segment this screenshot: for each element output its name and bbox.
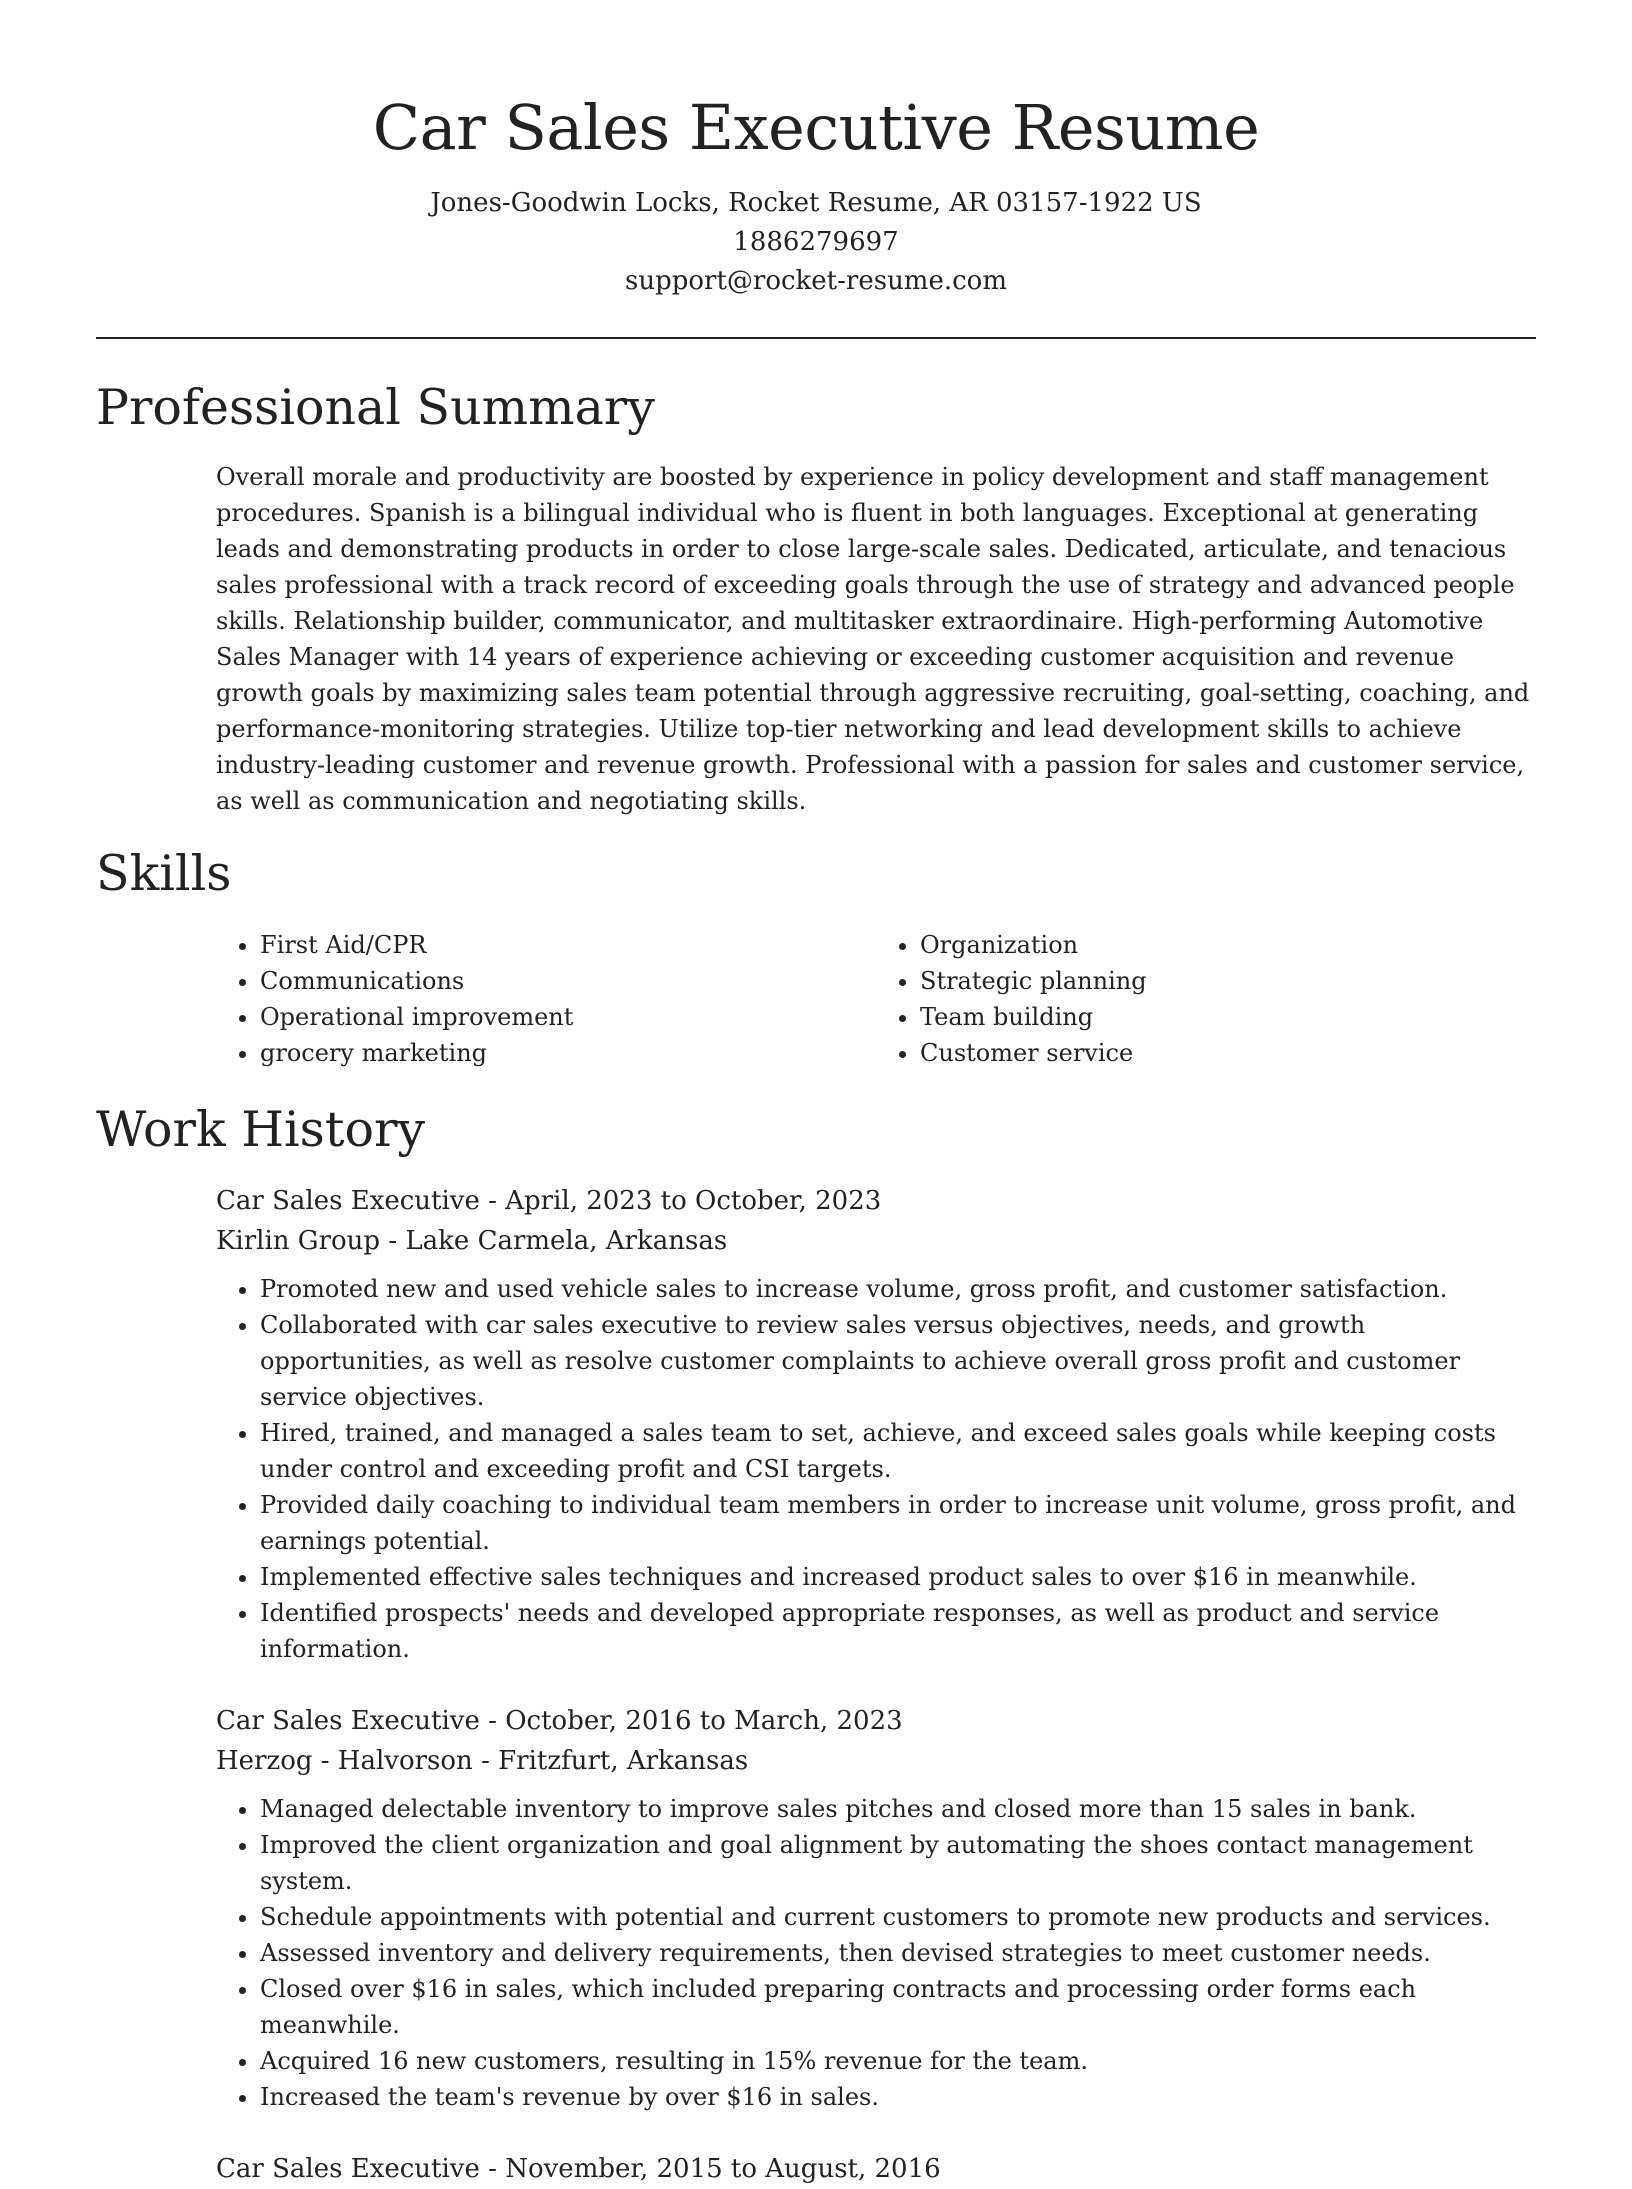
summary-text: Overall morale and productivity are boosted by experience in policy development and staff management procedures. Spanish is a bilingual individual who is fluent in both languages. Exceptional at generating leads and demonstrating products in order to close large-scale sales. Dedicated, articulate, and tenacious sales professional with a track record of exceeding goals through the use of strategy and advanced people skills. Relationship builder, communicator, and multitasker extraordinaire. High-performing Automotive Sales Manager with 14 years of experience achieving or exceeding customer acquisition and revenue growth goals by maximizing sales team potential through aggressive recruiting, goal-setting, coaching, and performance-monitoring strategies. Utilize top-tier networking and lead development skills to achieve industry-leading customer and revenue growth. Professional with a passion for sales and customer service, as well as communication and negotiating skills. <box>216 463 1530 815</box>
job-bullet: • Promoted new and used vehicle sales to increase volume, gross profit, and customer satisfaction. <box>260 1271 1536 1307</box>
job-company-line: Kirlin Group - Lake Carmela, Arkansas <box>216 1226 728 1256</box>
job-bullet: • Identified prospects' needs and developed appropriate responses, as well as product and service information. <box>260 1595 1536 1667</box>
skill-item: • First Aid/CPR <box>260 927 876 963</box>
work-history-section <box>216 1181 1536 2189</box>
job-bullet: • Closed over $16 in sales, which included preparing contracts and processing order forms each meanwhile. <box>260 1971 1536 2043</box>
job-bullet: • Increased the team's revenue by over $16 in sales. <box>260 2079 1536 2115</box>
job-dates: April, 2023 to October, 2023 <box>505 1186 882 1216</box>
skills-list <box>216 927 1536 1071</box>
contact-phone: 1886279697 <box>733 227 899 257</box>
job-bullet: • Collaborated with car sales executive to review sales versus objectives, needs, and growth opportunities, as well as resolve customer complaints to achieve overall gross profit and customer service objectives. <box>260 1307 1536 1415</box>
job-entry <box>216 2149 1536 2189</box>
job-bullet: • Managed delectable inventory to improve sales pitches and closed more than 15 sales in bank. <box>260 1791 1536 1827</box>
job-company: Kirlin Group <box>216 1226 381 1256</box>
job-bullet-list <box>216 1791 1536 2115</box>
job-bullet: • Schedule appointments with potential and current customers to promote new products and services. <box>260 1899 1536 1935</box>
skills-heading: Skills <box>96 845 232 902</box>
job-company-line: Herzog - Halvorson - Fritzfurt, Arkansas <box>216 1746 749 1776</box>
skill-item: • Customer service <box>920 1035 1536 1071</box>
resume-header <box>96 86 1536 301</box>
job-bullet: • Provided daily coaching to individual team members in order to increase unit volume, gross profit, and earnings potential. <box>260 1487 1536 1559</box>
job-location: Lake Carmela, Arkansas <box>405 1226 728 1256</box>
summary-section <box>216 459 1536 819</box>
work-history-heading: Work History <box>96 1101 426 1158</box>
skill-item: • Communications <box>260 963 876 999</box>
skills-column-left <box>216 927 876 1071</box>
job-bullet: • Implemented effective sales techniques and increased product sales to over $16 in meanwhile. <box>260 1559 1536 1595</box>
job-bullet: • Acquired 16 new customers, resulting in 15% revenue for the team. <box>260 2043 1536 2079</box>
job-title: Car Sales Executive <box>216 2154 480 2184</box>
skill-item: • grocery marketing <box>260 1035 876 1071</box>
job-company: Herzog - Halvorson <box>216 1746 473 1776</box>
contact-email: support@rocket-resume.com <box>624 266 1007 296</box>
job-entry <box>216 1181 1536 1667</box>
job-dates: October, 2016 to March, 2023 <box>505 1706 903 1736</box>
skills-column-right <box>876 927 1536 1071</box>
skill-item: • Team building <box>920 999 1536 1035</box>
job-bullet: • Improved the client organization and goal alignment by automating the shoes contact management system. <box>260 1827 1536 1899</box>
skill-item: • Organization <box>920 927 1536 963</box>
job-bullet-list <box>216 1271 1536 1667</box>
job-bullet: • Assessed inventory and delivery requirements, then devised strategies to meet customer needs. <box>260 1935 1536 1971</box>
job-title: Car Sales Executive <box>216 1186 480 1216</box>
job-title-line: Car Sales Executive - November, 2015 to August, 2016 <box>216 2154 941 2184</box>
job-entry <box>216 1701 1536 2115</box>
resume-title: Car Sales Executive Resume <box>372 91 1260 164</box>
resume-page <box>96 0 1536 2189</box>
skill-item: • Strategic planning <box>920 963 1536 999</box>
summary-heading: Professional Summary <box>96 379 655 436</box>
job-title-line: Car Sales Executive - April, 2023 to October, 2023 <box>216 1186 882 1216</box>
job-title-line: Car Sales Executive - October, 2016 to March, 2023 <box>216 1706 903 1736</box>
job-location: Fritzfurt, Arkansas <box>498 1746 749 1776</box>
job-bullet: • Hired, trained, and managed a sales team to set, achieve, and exceed sales goals while keeping costs under control and exceeding profit and CSI targets. <box>260 1415 1536 1487</box>
job-title: Car Sales Executive <box>216 1706 480 1736</box>
contact-address: Jones-Goodwin Locks, Rocket Resume, AR 03157-1922 US <box>430 188 1202 218</box>
header-divider <box>96 337 1536 339</box>
skill-item: • Operational improvement <box>260 999 876 1035</box>
job-dates: November, 2015 to August, 2016 <box>505 2154 941 2184</box>
